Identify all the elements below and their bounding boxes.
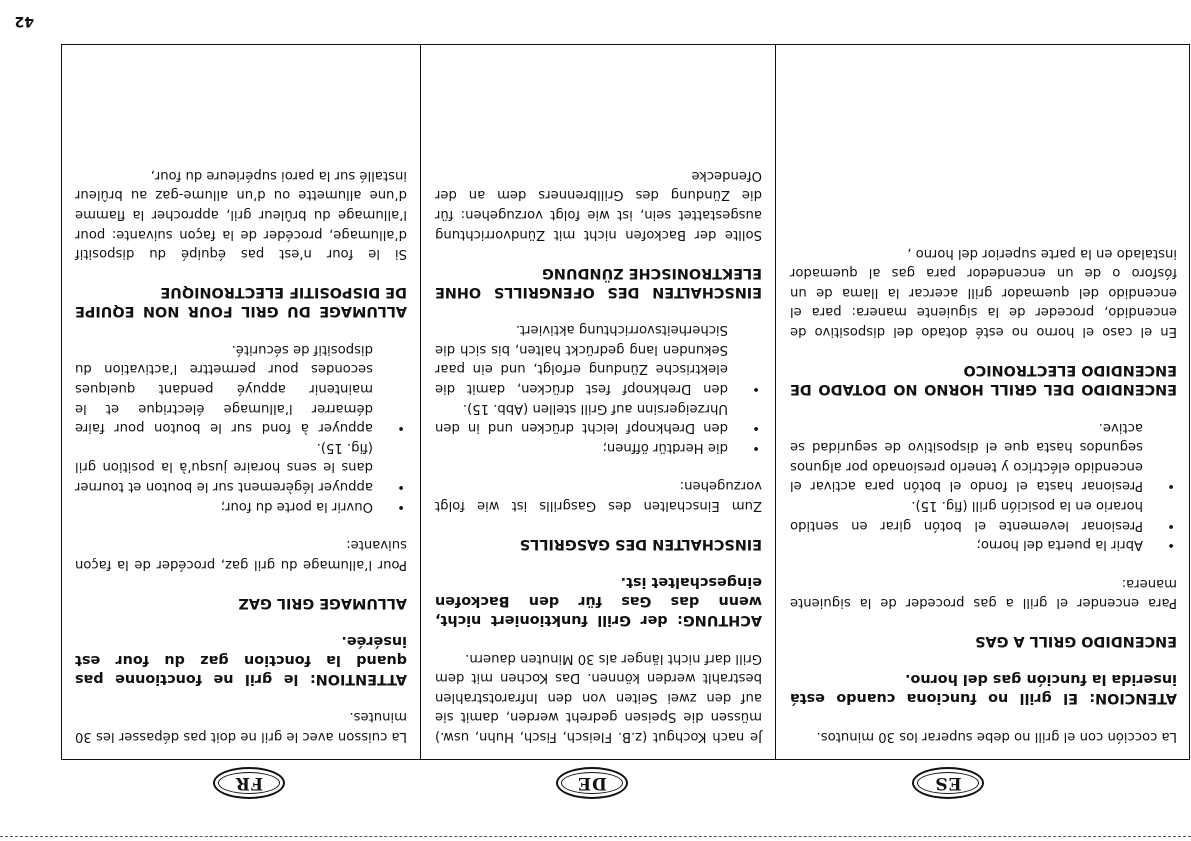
column-de <box>421 44 776 760</box>
language-badge-fr: FR <box>213 767 285 799</box>
warning-text: ATENCION: El grill no funciona cuando está inserida la función gas del horno. <box>790 671 1177 707</box>
list-item <box>435 398 762 437</box>
column-es <box>776 44 1190 760</box>
instruction-text: Zum Einschalten des Gasgrills ist wie folgt vorzugehen: <box>435 478 762 514</box>
list-item <box>435 320 762 398</box>
bullet-icon: • <box>1167 517 1175 533</box>
language-badge-de: DE <box>556 767 628 799</box>
section-heading: EINSCHALTEN DES OFENGRILLS OHNE ELEKTRONISCHE ZÜNDUNG <box>435 264 762 300</box>
bullet-icon: • <box>752 381 760 397</box>
list-item-text: appuyer à fond sur le bouton pour faire démarrer l’allumage électrique et le maintenir appuyé pendant quelques secondes pour permettre l’activation du dispositif de sécurité. <box>75 341 373 436</box>
intro-text: La cuisson avec le gril ne doit pas dépasser les 30 minutes. <box>75 709 407 744</box>
language-badge-es: ES <box>912 767 984 799</box>
bullet-icon: • <box>752 439 760 455</box>
cut-line <box>0 836 1191 837</box>
section-heading: ENCENDIDO DEL GRILL HORNO NO DOTADO DE ENCENDIDO ELECTRONICO <box>790 362 1177 398</box>
column-fr <box>61 44 421 760</box>
list-item-text: Abrir la puerta del horno; <box>976 537 1143 553</box>
instruction-text: Pour l’allumage du gril gaz, procéder de la façon suivante: <box>75 537 407 572</box>
warning-text: ACHTUNG: der Grill funktioniert nicht, wenn das Gas für den Backofen eingeschaltet ist. <box>435 574 762 629</box>
list-item <box>75 339 407 437</box>
steps-list <box>790 417 1177 554</box>
bullet-icon: • <box>397 479 405 495</box>
instruction-text: Sollte der Backofen nicht mit Zündvorrichtung ausgestattet sein, ist wie folgt vorzugehen: für die Zündung des Grillbrenners dem an der Ofendecke <box>435 167 762 242</box>
steps-list <box>435 320 762 457</box>
section-heading: ALLUMAGE DU GRIL FOUR NON EQUIPE DE DISPOSITIF ELECTRONIQUE <box>75 284 407 320</box>
page-number: 42 <box>14 13 34 29</box>
bullet-icon: • <box>397 420 405 436</box>
section-heading: EINSCHALTEN DES GASGRILLS <box>519 536 762 553</box>
section-heading: ENCENDIDO GRILL A GAS <box>975 633 1177 650</box>
steps-list <box>75 339 407 515</box>
list-item-text: Ouvrir la porte du four; <box>220 498 373 514</box>
list-item <box>435 437 762 457</box>
bullet-icon: • <box>397 498 405 514</box>
bullet-icon: • <box>1167 478 1175 494</box>
list-item-text: den Drehknopf fest drücken, damit die elektrische Zündung erfolgt, und ein paar Sekunden lang gedrückt halten, bis sich die Sicherheitsvorrichtung aktiviert. <box>435 322 728 397</box>
list-item <box>790 495 1177 534</box>
list-item-text: appuyer légèrement sur le bouton et tourner dans le sens horaire jusqu’à la position gril (fig. 15). <box>75 439 373 495</box>
list-item-text: Presionar hasta el fondo el botón para activar el encendido eléctrico y tenerlo presionado por algunos segundos hasta que el dispositivo de seguridad se active. <box>790 419 1143 494</box>
list-item <box>790 535 1177 555</box>
list-item <box>790 417 1177 495</box>
instruction-text: En el caso el horno no esté dotado del dispositivo de encendido, proceder de la siguiente manera: para el encendido del quemador grill acercar la llama de un fósforo o de un encendedor para gas al quemador instalado en la parte superior del horno , <box>790 245 1177 340</box>
instruction-text: Si le four n’est pas équipé du dispositif d’allumage, procéder de la façon suivante: pour l’allumage du brûleur gril, approcher la flamme d’une allumette ou d’un allume-gaz au brûleur installé sur la paroi supérieure du four, <box>75 167 407 262</box>
warning-text: ATTENTION: le gril ne fonctionne pas quand la fonction gaz du four est insérée. <box>75 632 407 687</box>
intro-text: Je nach Kochgut (z.B. Fleisch, Fisch, Huhn, usw.) müssen die Speisen gedreht werden, damit sie auf den zwei Seiten von den Infrarotstrahlen bestrahlt werden können. Das Kochen mit dem Grill darf nicht länger als 30 Minuten dauern. <box>435 650 762 744</box>
instruction-text: Para encender el grill a gas proceder de la siguiente manera: <box>790 575 1177 611</box>
list-item-text: die Herdtür öffnen; <box>602 439 728 455</box>
section-heading: ALLUMAGE GRIL GAZ <box>238 594 407 611</box>
intro-text: La cocción con el grill no debe superar los 30 minutos. <box>816 729 1177 744</box>
list-item-text: Presionar levemente el botón girar en sentido horario en la posición grill (fig. 15). <box>790 498 1143 533</box>
list-item <box>75 437 407 496</box>
bullet-icon: • <box>752 420 760 436</box>
list-item-text: den Drehknopf leicht drücken und in den Uhrzeigersinn auf Grill stellen (Abb. 15). <box>435 400 728 436</box>
list-item <box>75 496 407 516</box>
bullet-icon: • <box>1167 537 1175 553</box>
